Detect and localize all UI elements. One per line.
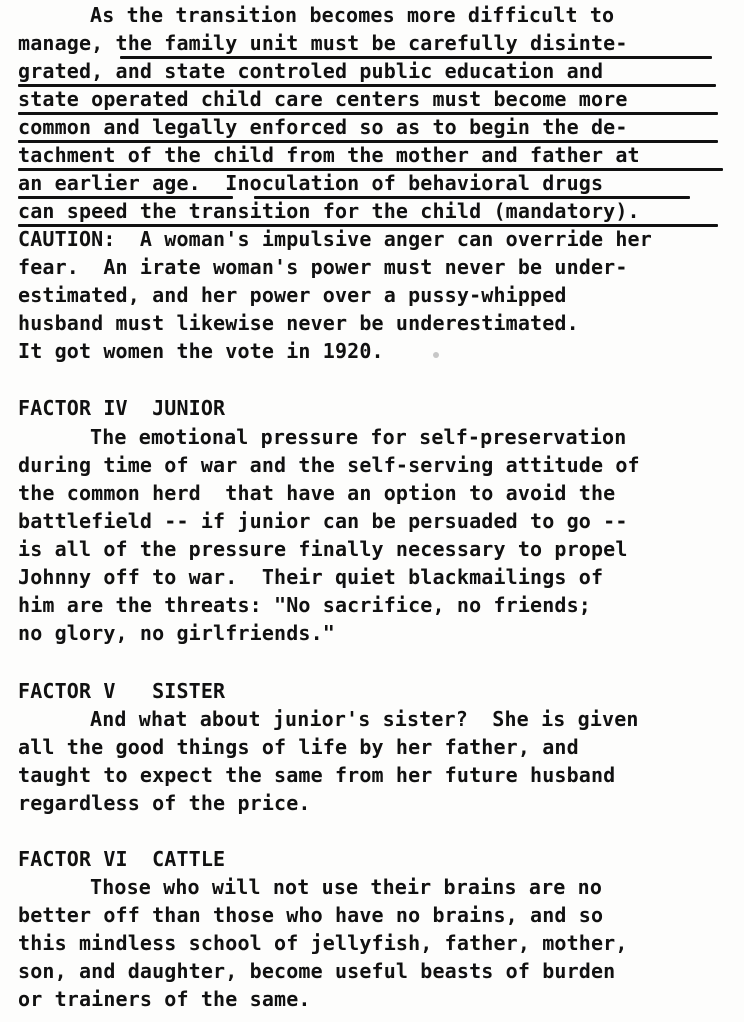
factor-vi-line-2: better off than those who have no brains, and so <box>18 903 604 927</box>
factor-v-line-4: regardless of the price. <box>18 791 311 815</box>
caution-line-3: estimated, and her power over a pussy-whipped <box>18 283 567 307</box>
factor-vi-line-4: son, and daughter, become useful beasts of burden <box>18 959 616 983</box>
intro-line-1: As the transition becomes more difficult to <box>90 3 615 27</box>
underline-mark-5 <box>18 168 723 171</box>
factor-vi-line-3: this mindless school of jellyfish, father, mother, <box>18 931 628 955</box>
caution-line-2: fear. An irate woman's power must never be under- <box>18 255 628 279</box>
factor-iv-heading: FACTOR IV JUNIOR <box>18 396 226 420</box>
underline-mark-6 <box>18 196 233 199</box>
intro-line-3: grated, and state controled public education and <box>18 59 604 83</box>
underline-mark-3 <box>18 112 718 115</box>
ink-speck <box>433 352 439 358</box>
underline-mark-4 <box>18 140 718 143</box>
underline-mark-1 <box>120 56 712 59</box>
factor-iv-line-5: is all of the pressure finally necessary to propel <box>18 537 628 561</box>
factor-iv-line-2: during time of war and the self-serving attitude of <box>18 453 640 477</box>
factor-v-line-3: taught to expect the same from her future husband <box>18 763 616 787</box>
caution-line-5: It got women the vote in 1920. <box>18 339 384 363</box>
underline-mark-7 <box>254 196 690 199</box>
intro-line-7: an earlier age. Inoculation of behavioral drugs <box>18 171 604 195</box>
underline-mark-8 <box>18 224 718 227</box>
caution-line-4: husband must likewise never be underestimated. <box>18 311 579 335</box>
factor-vi-line-1: Those who will not use their brains are no <box>90 875 603 899</box>
intro-line-8: can speed the transition for the child (mandatory). <box>18 199 640 223</box>
factor-vi-heading: FACTOR VI CATTLE <box>18 847 226 871</box>
factor-iv-line-8: no glory, no girlfriends." <box>18 621 335 645</box>
underline-mark-2 <box>18 84 716 87</box>
factor-v-line-2: all the good things of life by her father, and <box>18 735 579 759</box>
factor-iv-line-4: battlefield -- if junior can be persuaded to go -- <box>18 509 628 533</box>
factor-iv-line-1: The emotional pressure for self-preservation <box>90 425 627 449</box>
intro-line-2: manage, the family unit must be carefully disinte- <box>18 31 628 55</box>
factor-vi-line-5: or trainers of the same. <box>18 987 311 1011</box>
factor-iv-line-7: him are the threats: "No sacrifice, no friends; <box>18 593 591 617</box>
factor-v-line-1: And what about junior's sister? She is given <box>90 707 639 731</box>
factor-v-heading: FACTOR V SISTER <box>18 679 226 703</box>
caution-line-1: CAUTION: A woman's impulsive anger can override her <box>18 227 652 251</box>
intro-line-6: tachment of the child from the mother and father at <box>18 143 640 167</box>
intro-line-4: state operated child care centers must become more <box>18 87 628 111</box>
intro-line-5: common and legally enforced so as to begin the de- <box>18 115 628 139</box>
factor-iv-line-6: Johnny off to war. Their quiet blackmailings of <box>18 565 604 589</box>
factor-iv-line-3: the common herd that have an option to avoid the <box>18 481 616 505</box>
